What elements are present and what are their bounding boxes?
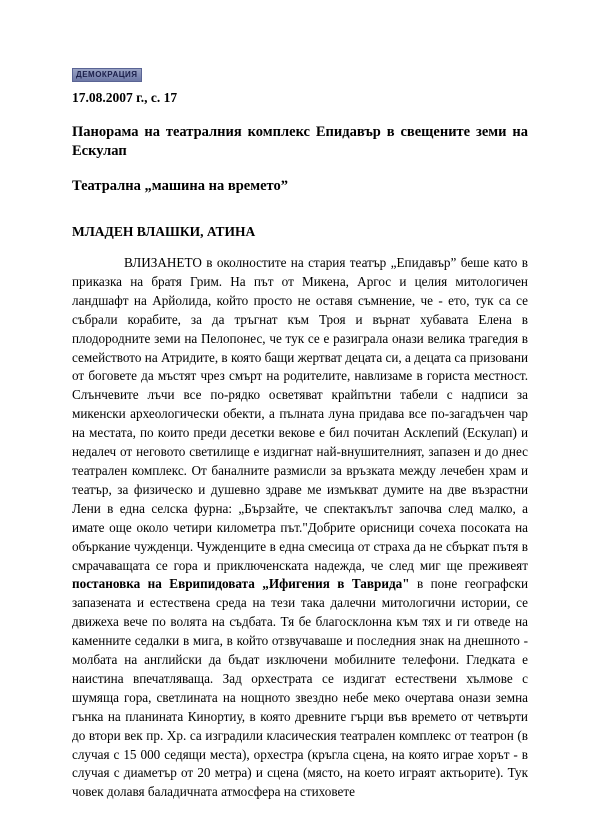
dateline: 17.08.2007 г., с. 17: [72, 90, 178, 105]
article-author: МЛАДЕН ВЛАШКИ, АТИНА: [72, 224, 256, 239]
article-subheadline: Театрална „машина на времето”: [72, 178, 288, 194]
body-text-part2: в поне географски запазената и естествена среда на тези така далечни митологични истории, се движеха вече по волята на съдбата. Тя бе благосклонна към тях и ги отведе на каменните седалки в мига, в който отзвучаваше и последния знак на днешното - молбата на английски да бъдат изключени мобилните телефони. Гледката е наистина впечатляваща. Зад орхестрата се издигат естествени хълмове с шумяща гора, светлината на нощното звездно небе меко очертава онази земна гънка на планината Кинортиу, в която древните гърци във времето от четвърти до втори век пр. Хр. са изградили класическия театрален комплекс от театрон (в случая с 15 000 седящи места), орхестра (кръгла сцена, на която играе хорът - в случая с диаметър от 20 метра) и сцена (място, на което играят актьорите). Тук човек долавя баладичната атмосфера на стиховете: [72, 576, 528, 800]
article-page: [72, 64, 528, 815]
article-body: [72, 254, 528, 802]
body-text-bold: постановка на Еврипидовата „Ифигения в Таврида": [72, 576, 410, 592]
newspaper-logo: ДЕМОКРАЦИЯ: [72, 68, 142, 82]
body-text-part1: ВЛИЗАНЕТО в околностите на стария театър „Епидавър” беше като в приказка на братя Грим. На път от Микена, Аргос и целия митологичен ландшафт на Арйолида, който просто не оставя съмнение, че - ето, тук са се събрали корабите, за да тръгнат към Троя и върнат хубавата Елена в плодородните земи на Пелопонес, че тук се е разиграла онази велика трагедия в семейството на Атридите, в която бащи жертват децата си, а децата са призовани от боговете да мъстят чрез смърт на родителите, навлизаме в гориста местност. Слънчевите лъчи все по-рядко осветяват крайпътни табели с надписи за микенски археологически обекти, а пълната луна придава все по-загадъчен чар на местата, по които преди десетки векове е бил почитан Асклепий (Ескулап) и недалеч от неговото светилище е издигнат най-внушителният, запазен и до днес театрален комплекс. От баналните размисли за връзката между лечебен храм и театър, за физическо и душевно здраве ме измъкват думите на две възрастни Лени в една селска фурна: „Бързайте, че спектакълът започва след малко, а имате още около четири километра път."Добрите орисници сочеха посоката на объркание чужденци. Чужденците в една смесица от страха да не сбъркат пътя в смрачаващата се гора и приключенската надежда, че след миг ще преживеят: [72, 255, 528, 573]
article-headline: Панорама на театралния комплекс Епидавър в свещените земи на Ескулап: [72, 124, 528, 159]
